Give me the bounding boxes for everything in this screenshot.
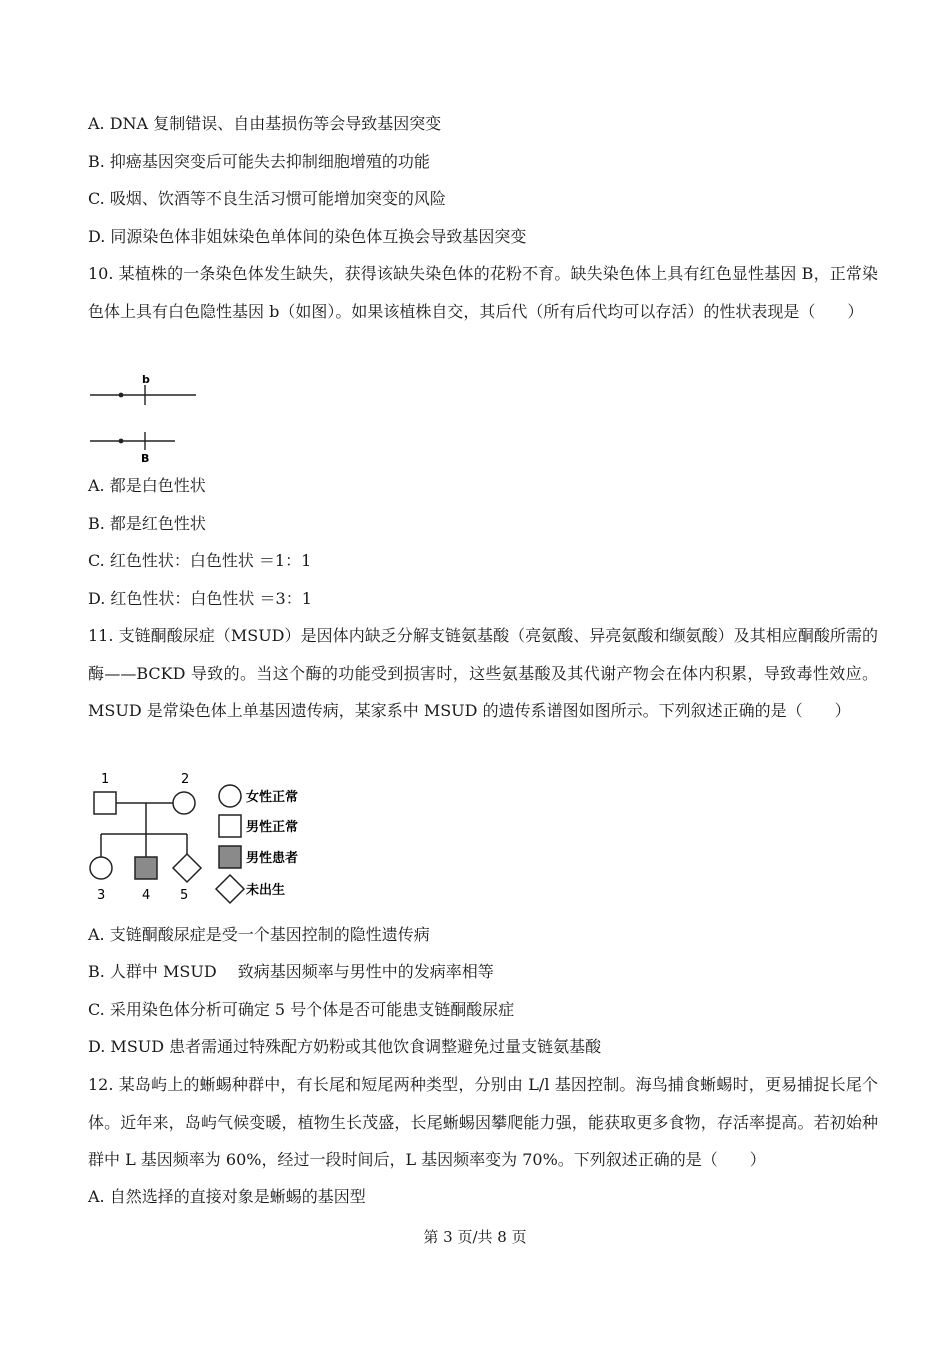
centromere-deleted xyxy=(119,439,124,444)
q11-option-d: D. MSUD 患者需通过特殊配方奶粉或其他饮食调整避免过量支链氨基酸 xyxy=(88,1037,602,1056)
chromosome-label-B: B xyxy=(141,452,150,465)
unborn-5 xyxy=(173,854,201,882)
q10-option-b: B. 都是红色性状 xyxy=(88,514,206,533)
legend-male-normal: 男性正常 xyxy=(246,820,299,835)
centromere-normal xyxy=(119,393,124,398)
q12-stem: 12. 某岛屿上的蜥蜴种群中，有长尾和短尾两种类型，分别由 L/l 基因控制。海鸟捕食蜥蜴时，更易捕捉长尾个体。近年来，岛屿气候变暖，植物生长茂盛，长尾蜥蜴因攀爬能力强，能获取更多食物，存活率提高。若初始种群中 L 基因频率为 60%，经过一段时间后，L 基因频率变为 70%。下列叙述正确的是（ ） xyxy=(88,1075,878,1169)
q9-option-a: A. DNA 复制错误、自由基损伤等会导致基因突变 xyxy=(88,114,442,133)
q11-option-b: B. 人群中 MSUD 致病基因频率与男性中的发病率相等 xyxy=(88,962,494,981)
q10-option-a: A. 都是白色性状 xyxy=(88,476,206,495)
q11-option-c: C. 采用染色体分析可确定 5 号个体是否可能患支链酮酸尿症 xyxy=(88,1000,515,1019)
chromosome-figure xyxy=(88,370,218,465)
pedigree-id-1: 1 xyxy=(101,772,110,787)
pedigree-id-4: 4 xyxy=(142,888,151,903)
q11-option-a: A. 支链酮酸尿症是受一个基因控制的隐性遗传病 xyxy=(88,925,430,944)
chromosome-label-b: b xyxy=(142,373,150,386)
female-normal-2 xyxy=(173,792,195,814)
q9-option-c: C. 吸烟、饮酒等不良生活习惯可能增加突变的风险 xyxy=(88,189,446,208)
q9-option-d: D. 同源染色体非姐妹染色单体间的染色体互换会导致基因突变 xyxy=(88,227,527,246)
male-normal-1 xyxy=(94,792,116,814)
q10-option-c: C. 红色性状：白色性状 ＝1：1 xyxy=(88,551,312,570)
legend-female-normal: 女性正常 xyxy=(246,790,299,805)
legend-unborn: 未出生 xyxy=(246,883,286,898)
legend-male-affected: 男性患者 xyxy=(246,851,299,866)
pedigree-chart xyxy=(85,768,320,908)
male-affected-4 xyxy=(135,857,157,879)
q10-option-d: D. 红色性状：白色性状 ＝3：1 xyxy=(88,589,312,608)
page-footer: 第 3 页/共 8 页 xyxy=(423,1228,527,1246)
pedigree-id-2: 2 xyxy=(181,772,190,787)
legend-male-normal-icon xyxy=(219,815,241,837)
legend-unborn-icon xyxy=(216,875,244,903)
legend-female-normal-icon xyxy=(219,785,241,807)
pedigree-id-3: 3 xyxy=(97,888,106,903)
q12-option-a: A. 自然选择的直接对象是蜥蜴的基因型 xyxy=(88,1187,366,1206)
pedigree-id-5: 5 xyxy=(180,888,189,903)
legend-male-affected-icon xyxy=(219,846,241,868)
q11-stem: 11. 支链酮酸尿症（MSUD）是因体内缺乏分解支链氨基酸（亮氨酸、异亮氨酸和缬氨酸）及其相应酮酸所需的酶——BCKD 导致的。当这个酶的功能受到损害时，这些氨基酸及其代谢产物会在体内积累，导致毒性效应。MSUD 是常染色体上单基因遗传病，某家系中 MSUD 的遗传系谱图如图所示。下列叙述正确的是（ ） xyxy=(88,626,878,720)
q10-stem: 10. 某植株的一条染色体发生缺失，获得该缺失染色体的花粉不育。缺失染色体上具有红色显性基因 B，正常染色体上具有白色隐性基因 b（如图）。如果该植株自交，其后代（所有后代均可以存活）的性状表现是（ ） xyxy=(88,264,878,321)
q9-option-b: B. 抑癌基因突变后可能失去抑制细胞增殖的功能 xyxy=(88,152,430,171)
female-normal-3 xyxy=(90,857,112,879)
